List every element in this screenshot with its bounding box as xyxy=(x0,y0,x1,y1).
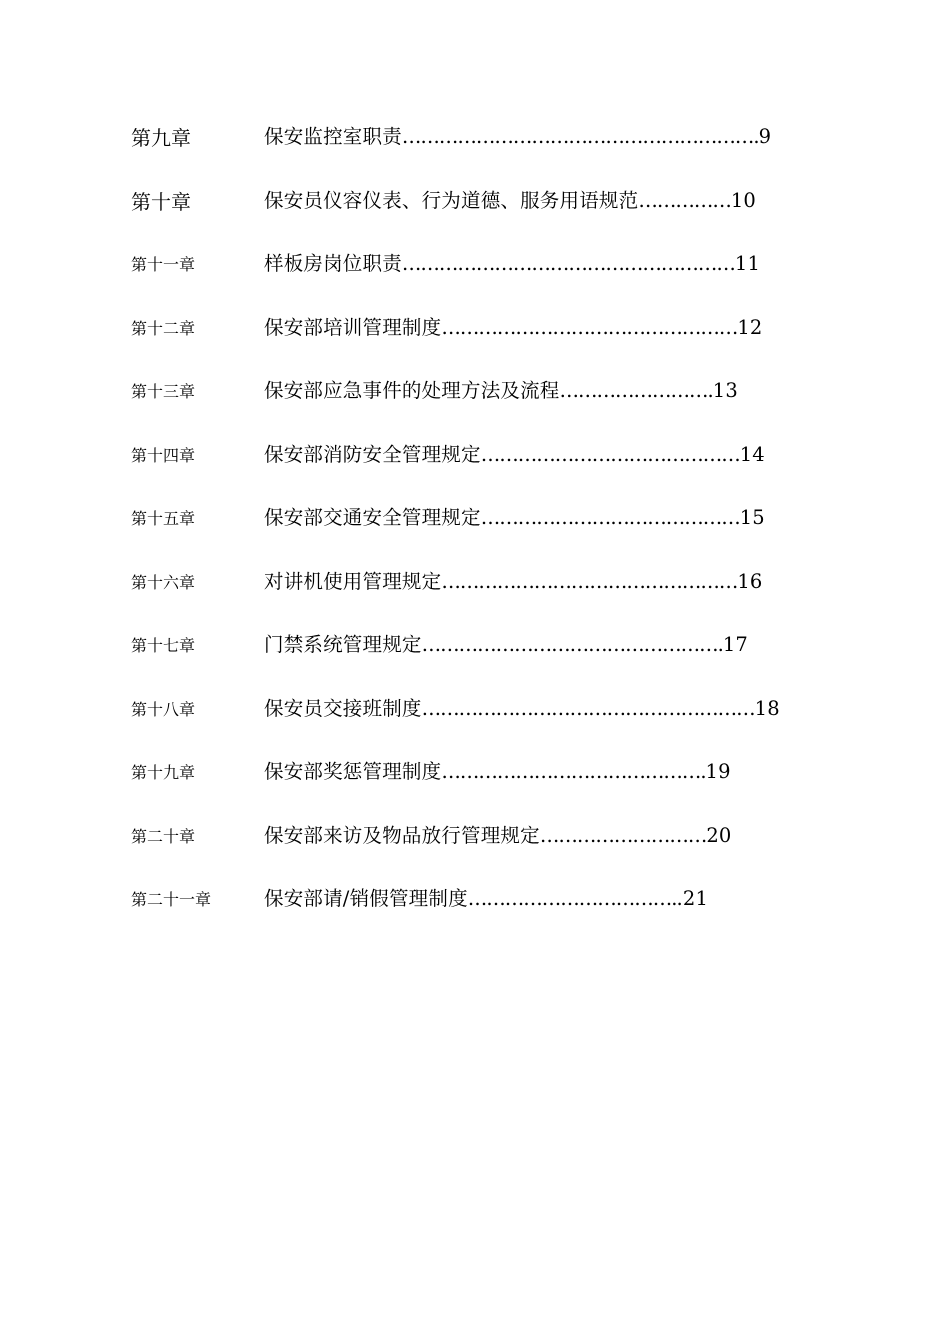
chapter-number: 第二十一章 xyxy=(131,890,212,909)
chapter-title: 保安部来访及物品放行管理规定 xyxy=(264,823,540,847)
toc-entry xyxy=(264,821,732,851)
page-number: 11 xyxy=(734,252,761,275)
toc-row-ch12[interactable] xyxy=(131,307,851,371)
chapter-number: 第二十章 xyxy=(131,826,196,846)
toc-entry xyxy=(264,694,780,724)
chapter-number: 第九章 xyxy=(131,126,191,150)
page-number: 16 xyxy=(737,569,763,593)
dot-leader: …………………………………… xyxy=(480,506,740,529)
chapter-title: 门禁系统管理规定 xyxy=(264,633,422,656)
dot-leader: …………… xyxy=(638,188,731,212)
toc-entry xyxy=(264,186,756,216)
toc-entry xyxy=(264,884,708,914)
toc-entry xyxy=(264,567,763,597)
toc-entry xyxy=(264,313,763,343)
page-number: 14 xyxy=(739,442,765,466)
chapter-title: 样板房岗位职责 xyxy=(264,252,402,275)
chapter-title: 保安员交接班制度 xyxy=(264,696,422,720)
chapter-title: 保安部消防安全管理规定 xyxy=(264,442,481,466)
page-number: 9 xyxy=(758,125,772,148)
toc-row-ch10[interactable] xyxy=(131,180,851,244)
dot-leader: …………………………………………. xyxy=(421,633,723,656)
toc-row-ch11[interactable] xyxy=(131,243,851,307)
toc-entry xyxy=(264,440,765,470)
chapter-title: 保安部应急事件的处理方法及流程 xyxy=(264,379,560,402)
chapter-number: 第十四章 xyxy=(131,445,196,465)
page-number: 12 xyxy=(737,315,763,339)
chapter-number: 第十六章 xyxy=(131,572,196,592)
toc-entry xyxy=(264,249,760,279)
toc-entry xyxy=(264,376,738,406)
page-number: 15 xyxy=(739,506,765,529)
page-number: 17 xyxy=(722,633,749,656)
chapter-number: 第十七章 xyxy=(131,636,196,655)
dot-leader: ……………………………. xyxy=(467,887,677,910)
chapter-number: 第十五章 xyxy=(131,509,196,528)
toc-row-ch19[interactable] xyxy=(131,751,851,815)
chapter-title: 对讲机使用管理规定 xyxy=(264,569,442,593)
toc-row-ch13[interactable] xyxy=(131,370,851,434)
toc-entry xyxy=(264,630,748,660)
chapter-number: 第十九章 xyxy=(131,763,196,782)
toc-row-ch9[interactable] xyxy=(131,116,851,180)
page-number: 18 xyxy=(754,696,780,720)
page-number: 10 xyxy=(730,188,757,212)
page-number: .21 xyxy=(676,887,709,910)
chapter-title: 保安部奖惩管理制度 xyxy=(264,760,442,783)
toc-row-ch18[interactable] xyxy=(131,688,851,752)
dot-leader: ………………………………………… xyxy=(441,569,738,593)
toc-row-ch16[interactable] xyxy=(131,561,851,625)
toc-row-ch21[interactable] xyxy=(131,878,851,942)
page-number: 13 xyxy=(712,379,738,402)
toc-entry xyxy=(264,122,771,152)
toc-row-ch17[interactable] xyxy=(131,624,851,688)
dot-leader: …………………………………… xyxy=(480,442,740,466)
toc-row-ch14[interactable] xyxy=(131,434,851,498)
chapter-number: 第十八章 xyxy=(131,699,196,719)
dot-leader: ……………………………………………… xyxy=(401,252,735,275)
chapter-title: 保安部培训管理制度 xyxy=(264,315,442,339)
chapter-number: 第十三章 xyxy=(131,382,196,401)
table-of-contents xyxy=(131,116,851,942)
dot-leader: ……………………. xyxy=(559,379,713,402)
chapter-title: 保安员仪容仪表、行为道德、服务用语规范 xyxy=(264,188,639,212)
dot-leader: ……………………… xyxy=(539,823,707,847)
toc-entry xyxy=(264,503,765,533)
toc-row-ch15[interactable] xyxy=(131,497,851,561)
toc-entry xyxy=(264,757,731,787)
chapter-number: 第十章 xyxy=(131,189,191,214)
dot-leader: ………………………………………… xyxy=(441,315,738,339)
toc-row-ch20[interactable] xyxy=(131,815,851,879)
dot-leader: ……………………………………………… xyxy=(421,696,755,720)
page-number: 20 xyxy=(706,823,732,847)
chapter-title: 保安监控室职责 xyxy=(264,125,402,148)
dot-leader: …………………………………………………. xyxy=(401,125,759,148)
chapter-title: 保安部交通安全管理规定 xyxy=(264,506,481,529)
chapter-number: 第十二章 xyxy=(131,318,196,338)
page-number: 19 xyxy=(705,760,731,783)
dot-leader: ……………………………………. xyxy=(441,760,706,783)
chapter-title: 保安部请/销假管理制度 xyxy=(264,887,468,910)
chapter-number: 第十一章 xyxy=(131,255,196,274)
